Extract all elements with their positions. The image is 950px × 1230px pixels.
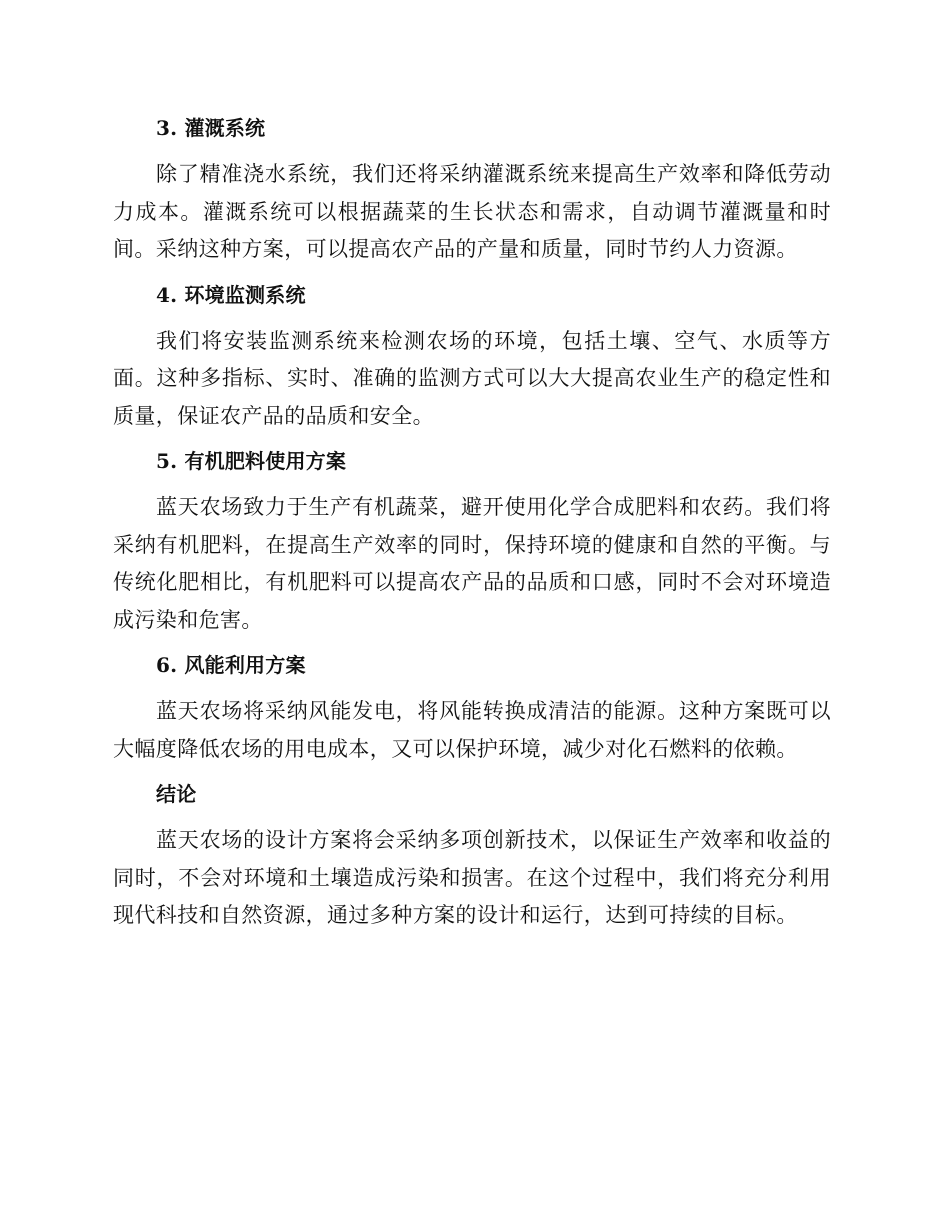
section-paragraph: 我们将安装监测系统来检测农场的环境，包括土壤、空气、水质等方面。这种多指标、实时、准确的监测方式可以大大提高农业生产的稳定性和质量，保证农产品的品质和安全。	[113, 328, 831, 428]
section-conclusion	[113, 774, 831, 935]
section-heading: 3. 灌溉系统	[156, 116, 266, 140]
section-heading: 4. 环境监测系统	[156, 282, 306, 307]
section-paragraph: 除了精准浇水系统，我们还将采纳灌溉系统来提高生产效率和降低劳动力成本。灌溉系统可以根据蔬菜的生长状态和需求，自动调节灌溉量和时间。采纳这种方案，可以提高农产品的产量和质量，同时节约人力资源。	[113, 162, 831, 261]
section-paragraph: 蓝天农场的设计方案将会采纳多项创新技术，以保证生产效率和收益的同时，不会对环境和土壤造成污染和损害。在这个过程中，我们将充分利用现代科技和自然资源，通过多种方案的设计和运行，达到可持续的目标。	[113, 828, 831, 927]
section-heading: 5. 有机肥料使用方案	[156, 449, 347, 473]
section-heading: 6. 风能利用方案	[156, 653, 306, 677]
section-irrigation	[113, 108, 831, 269]
section-wind-energy	[113, 645, 831, 768]
section-environment-monitoring	[113, 275, 831, 436]
section-organic-fertilizer	[113, 441, 831, 639]
section-paragraph: 蓝天农场致力于生产有机蔬菜，避开使用化学合成肥料和农药。我们将采纳有机肥料，在提高生产效率的同时，保持环境的健康和自然的平衡。与传统化肥相比，有机肥料可以提高农产品的品质和口感，同时不会对环境造成污染和危害。	[113, 495, 831, 632]
section-heading: 结论	[156, 782, 197, 806]
document-body	[113, 108, 831, 941]
section-paragraph: 蓝天农场将采纳风能发电，将风能转换成清洁的能源。这种方案既可以大幅度降低农场的用电成本，又可以保护环境，减少对化石燃料的依赖。	[113, 699, 831, 761]
